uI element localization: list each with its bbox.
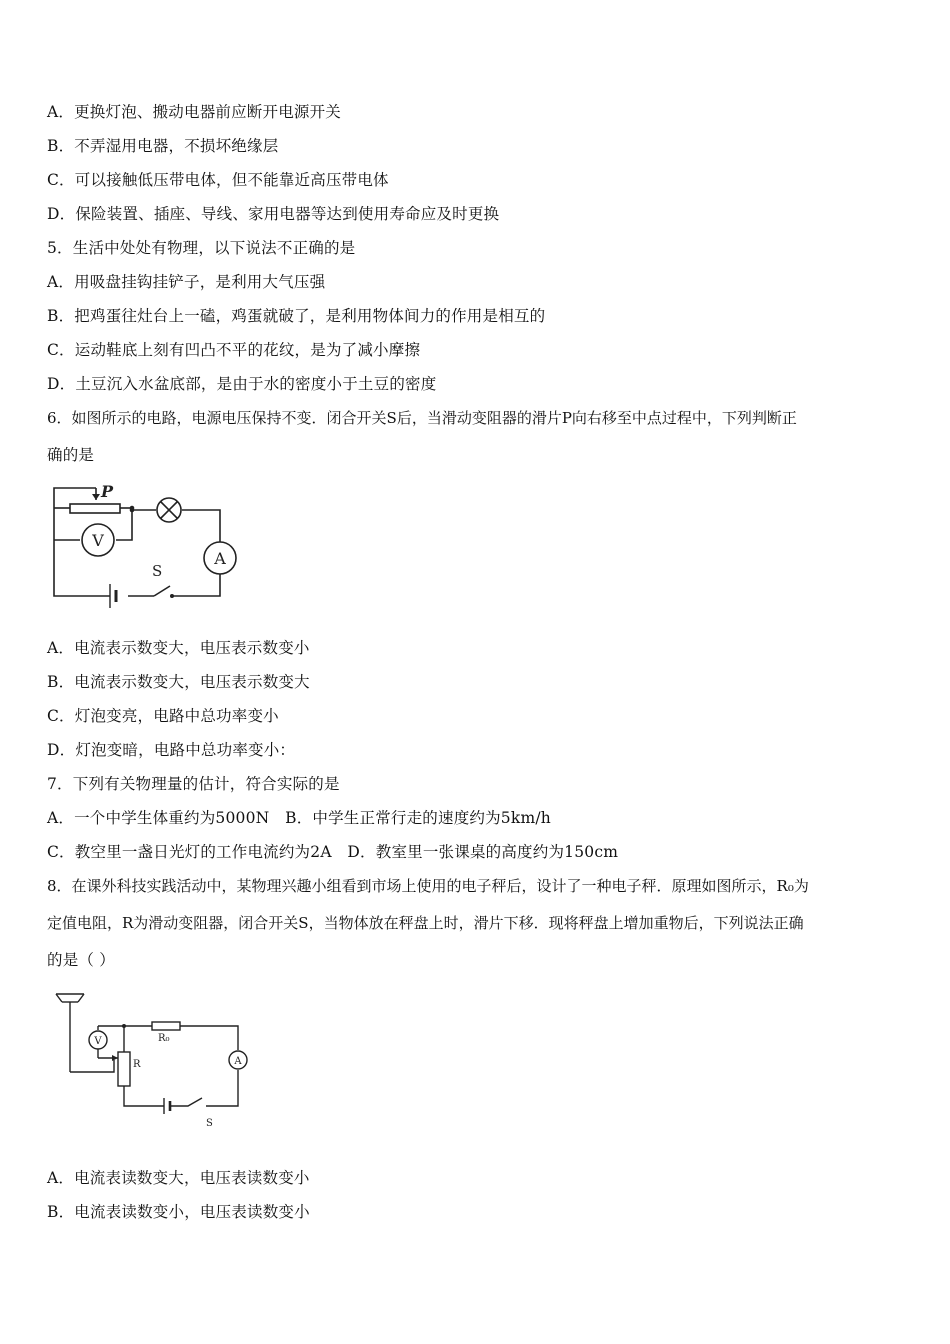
q6-stem-line2: 确的是 [47, 446, 95, 464]
q5-option-d: D．土豆沉入水盆底部，是由于水的密度小于土豆的密度 [47, 375, 437, 393]
q8-label-s: S [206, 1118, 213, 1129]
q8-circuit-diagram [44, 988, 254, 1130]
q6-stem-line1: 6．如图所示的电路，电源电压保持不变．闭合开关S后，当滑动变阻器的滑片P向右移至中点过程中，下列判断正 [47, 409, 797, 427]
q6-option-b: B．电流表示数变大，电压表示数变大 [47, 673, 310, 691]
q8-label-v: V [94, 1036, 102, 1047]
q6-option-c: C．灯泡变亮，电路中总功率变小 [47, 707, 279, 725]
q7-options-ab: A．一个中学生体重约为5000N B．中学生正常行走的速度约为5km/h [47, 809, 551, 827]
q7-options-cd: C．教空里一盏日光灯的工作电流约为2A D．教室里一张课桌的高度约为150cm [47, 843, 619, 861]
q4-option-b: B．不弄湿用电器，不损坏绝缘层 [47, 137, 279, 155]
q5-option-c: C．运动鞋底上刻有凹凸不平的花纹，是为了减小摩擦 [47, 341, 421, 359]
q8-label-r0: R₀ [158, 1033, 170, 1044]
q8-option-a: A．电流表读数变大，电压表读数变小 [47, 1169, 310, 1187]
q4-option-c: C．可以接触低压带电体，但不能靠近高压带电体 [47, 171, 389, 189]
q6-label-s: S [152, 562, 163, 580]
q6-option-a: A．电流表示数变大，电压表示数变小 [47, 639, 310, 657]
q4-option-d: D．保险装置、插座、导线、家用电器等达到使用寿命应及时更换 [47, 205, 500, 223]
q5-option-a: A．用吸盘挂钩挂铲子，是利用大气压强 [47, 273, 326, 291]
q6-option-d: D．灯泡变暗，电路中总功率变小： [47, 741, 296, 759]
q8-label-r: R [133, 1059, 141, 1070]
q8-label-a: A [234, 1056, 242, 1067]
q6-label-v: V [92, 531, 104, 550]
q8-option-b: B．电流表读数变小，电压表读数变小 [47, 1203, 310, 1221]
q6-label-p: P [101, 482, 114, 501]
q8-stem-line3: 的是（ ） [47, 951, 115, 969]
q6-label-a: A [214, 549, 226, 568]
q8-stem-line2: 定值电阻，R为滑动变阻器，闭合开关S，当物体放在秤盘上时，滑片下移．现将秤盘上增加重物后，下列说法正确 [47, 914, 804, 932]
q6-circuit-diagram [44, 478, 244, 613]
q5-option-b: B．把鸡蛋往灶台上一磕，鸡蛋就破了，是利用物体间力的作用是相互的 [47, 307, 546, 325]
q5-stem: 5．生活中处处有物理，以下说法不正确的是 [47, 239, 356, 257]
q8-stem-line1: 8．在课外科技实践活动中，某物理兴趣小组看到市场上使用的电子秤后，设计了一种电子秤．原理如图所示，R₀为 [47, 877, 809, 895]
q4-option-a: A．更换灯泡、搬动电器前应断开电源开关 [47, 103, 341, 121]
q7-stem: 7．下列有关物理量的估计，符合实际的是 [47, 775, 340, 793]
